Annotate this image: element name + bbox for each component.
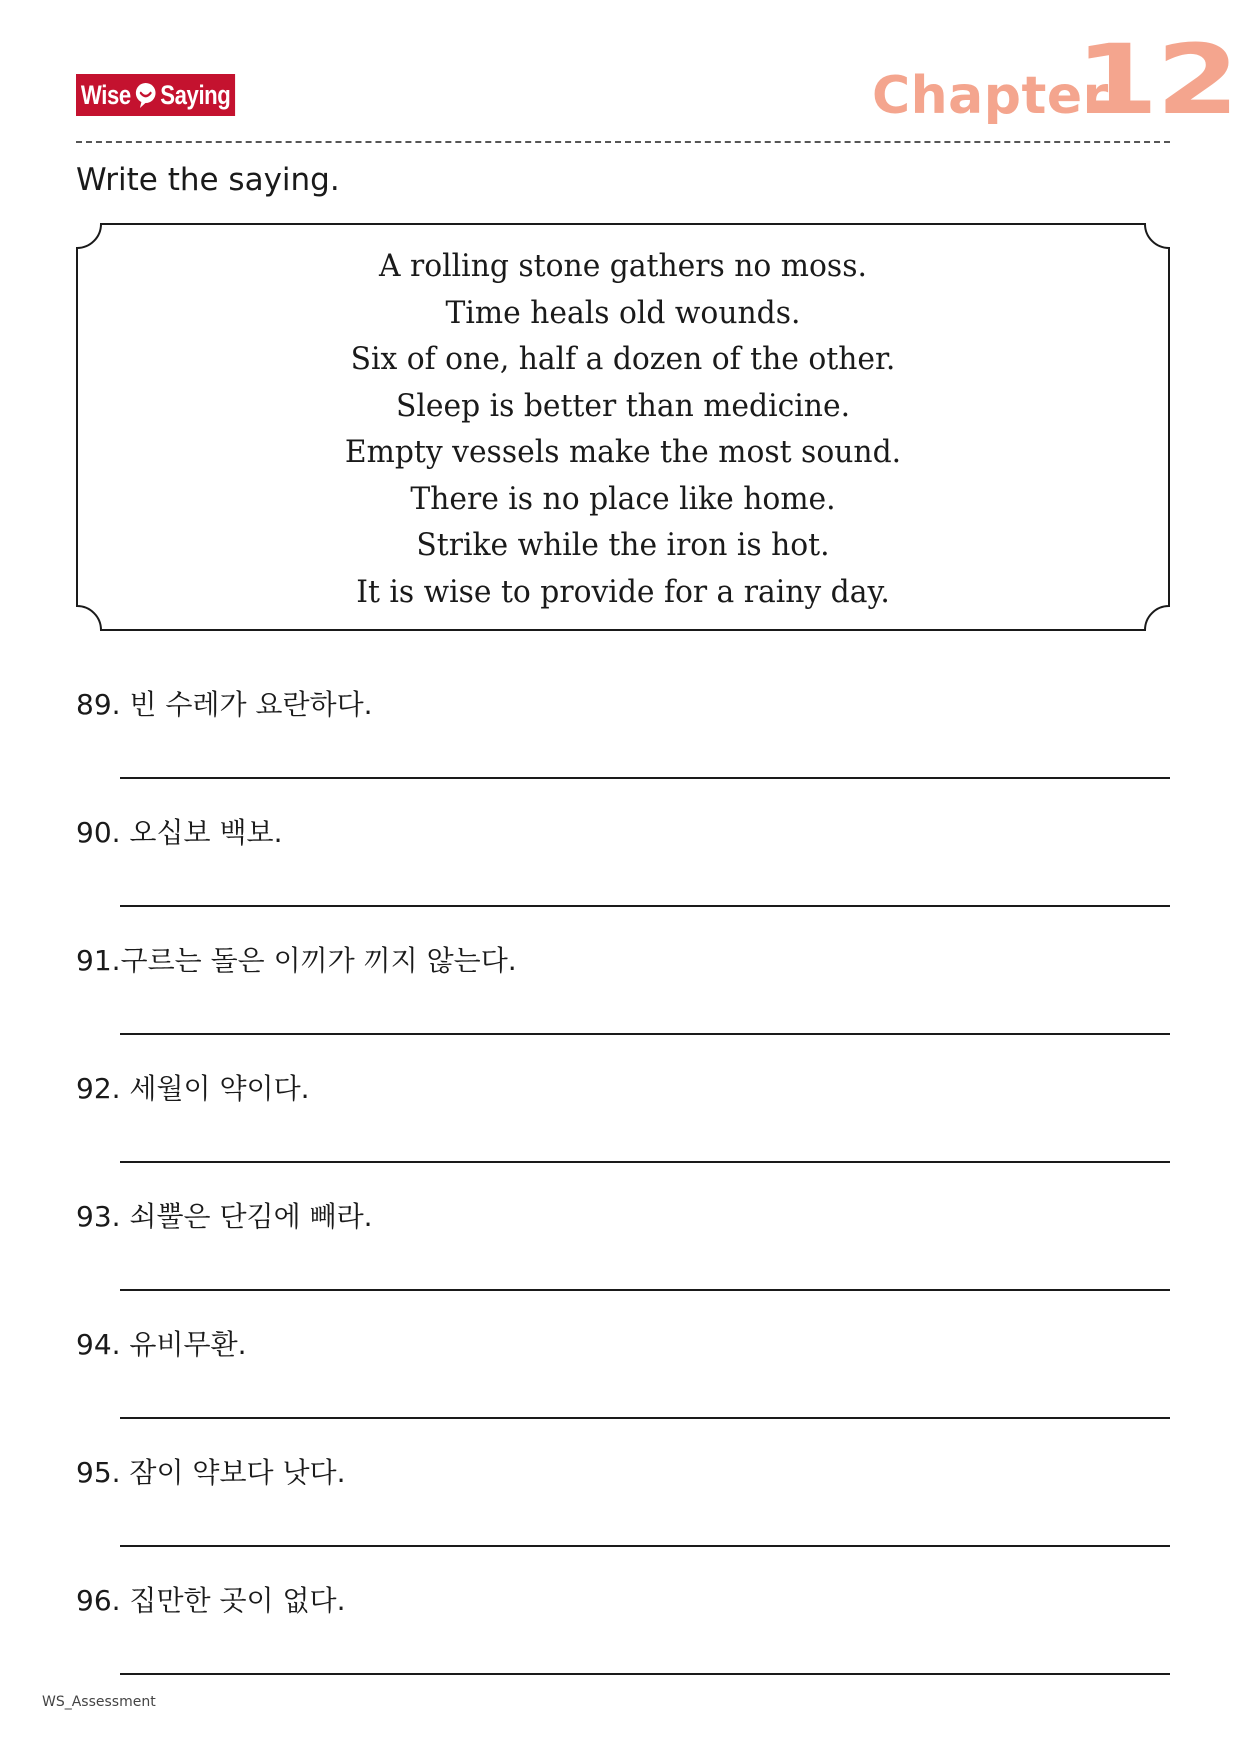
saying-line: Strike while the iron is hot.	[416, 527, 830, 563]
question-90	[76, 811, 1172, 939]
question-prompt: 96. 집만한 곳이 없다.	[76, 1584, 346, 1617]
question-89	[76, 683, 1172, 811]
question-prompt: 95. 잠이 약보다 낫다.	[76, 1456, 346, 1489]
header-divider	[76, 141, 1170, 143]
saying-line: It is wise to provide for a rainy day.	[356, 573, 890, 610]
saying-box	[75, 223, 1171, 631]
saying-line: A rolling stone gathers no moss.	[379, 248, 867, 284]
answer-line[interactable]	[120, 1545, 1170, 1547]
logo-text-wise: Wise	[80, 79, 131, 110]
answer-line[interactable]	[120, 1161, 1170, 1163]
logo-text-saying: Saying	[160, 79, 231, 110]
chapter-number: 12	[1075, 24, 1237, 136]
question-91	[76, 939, 1172, 1067]
question-96	[76, 1579, 1172, 1707]
answer-line[interactable]	[120, 1673, 1170, 1675]
question-prompt: 89. 빈 수레가 요란하다.	[76, 688, 373, 721]
question-95	[76, 1451, 1172, 1579]
question-prompt: 94. 유비무환.	[76, 1328, 247, 1361]
answer-line[interactable]	[120, 1417, 1170, 1419]
saying-line: Empty vessels make the most sound.	[344, 434, 902, 470]
answer-line[interactable]	[120, 1033, 1170, 1035]
question-prompt: 93. 쇠뿔은 단김에 빼라.	[76, 1200, 373, 1233]
question-92	[76, 1067, 1172, 1195]
instruction-heading: Write the saying.	[76, 162, 340, 198]
speech-bubble-icon	[133, 80, 158, 110]
saying-line: There is no place like home.	[410, 480, 836, 517]
chapter-label: Chapter	[872, 66, 1109, 126]
question-prompt: 92. 세월이 약이다.	[76, 1072, 310, 1105]
saying-line: Six of one, half a dozen of the other.	[350, 341, 896, 377]
saying-line: Sleep is better than medicine.	[395, 387, 851, 424]
saying-line: Time heals old wounds.	[445, 294, 801, 331]
question-94	[76, 1323, 1172, 1451]
question-93	[76, 1195, 1172, 1323]
question-prompt: 90. 오십보 백보.	[76, 816, 283, 849]
answer-line[interactable]	[120, 1289, 1170, 1291]
question-prompt: 91.구르는 돌은 이끼가 끼지 않는다.	[76, 944, 517, 977]
answer-line[interactable]	[120, 905, 1170, 907]
footer-label: WS_Assessment	[42, 1694, 156, 1710]
answer-line[interactable]	[120, 777, 1170, 779]
saying-list	[97, 243, 1149, 615]
wise-saying-logo	[76, 74, 235, 116]
